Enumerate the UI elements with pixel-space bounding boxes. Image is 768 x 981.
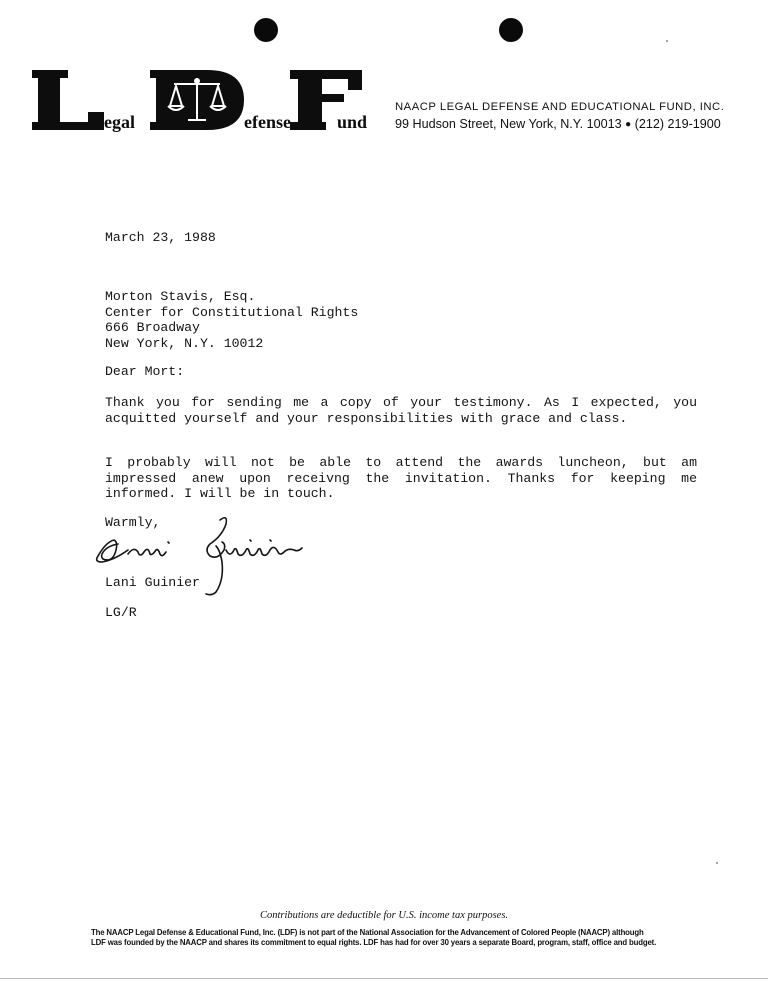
logo-word-egal: egal [104,112,135,132]
logo-letter-d [150,70,244,130]
disclaimer-line-1: The NAACP Legal Defense & Educational Fund, Inc. (LDF) is not part of the National Association for the Advancement of Colored People (NAACP) although [91,928,644,937]
signer-name: Lani Guinier [105,575,200,590]
logo-word-und: und [337,112,368,132]
scan-speck [716,862,718,864]
letter-date: March 23, 1988 [105,230,216,245]
recipient-address [105,289,358,351]
punch-hole-left [254,18,278,42]
punch-hole-right [499,18,523,42]
scan-speck [666,40,668,42]
body-paragraph-2: I probably will not be able to attend the awards luncheon, but am impressed anew upon receivng the invitation. Thanks for keeping me informed. I will be in touch. [105,455,697,501]
closing: Warmly, [105,515,161,530]
recipient-city: New York, N.Y. 10012 [105,335,264,351]
organization-address [395,116,740,133]
page-edge-rule [0,978,768,979]
address-street: 99 Hudson Street, New York, N.Y. 10013 [395,117,622,131]
body-paragraph-1: Thank you for sending me a copy of your testimony. As I expected, you acquitted yourself and your responsibilities with grace and class. [105,395,697,426]
organization-name: NAACP LEGAL DEFENSE AND EDUCATIONAL FUND, INC. [395,101,725,113]
address-bullet: ● [625,119,632,130]
recipient-organization: Center for Constitutional Rights [105,304,359,320]
recipient-street: 666 Broadway [105,320,200,335]
address-phone: (212) 219-1900 [634,117,721,131]
letterhead-contact [395,100,740,133]
ldf-logo-mark [32,70,377,132]
salutation: Dear Mort: [105,364,185,379]
typist-initials: LG/R [105,605,137,620]
logo-word-efense: efense [244,112,291,132]
disclaimer-line-2: LDF was founded by the NAACP and shares its commitment to equal rights. LDF has had for over 30 years a separate Board, program, staff, office and budget. [91,938,657,947]
ldf-logo [32,70,377,132]
recipient-name: Morton Stavis, Esq. [105,289,256,304]
logo-letter-l [32,70,104,130]
footer-disclaimer [91,928,691,948]
tax-deductible-note: Contributions are deductible for U.S. income tax purposes. [259,910,509,921]
